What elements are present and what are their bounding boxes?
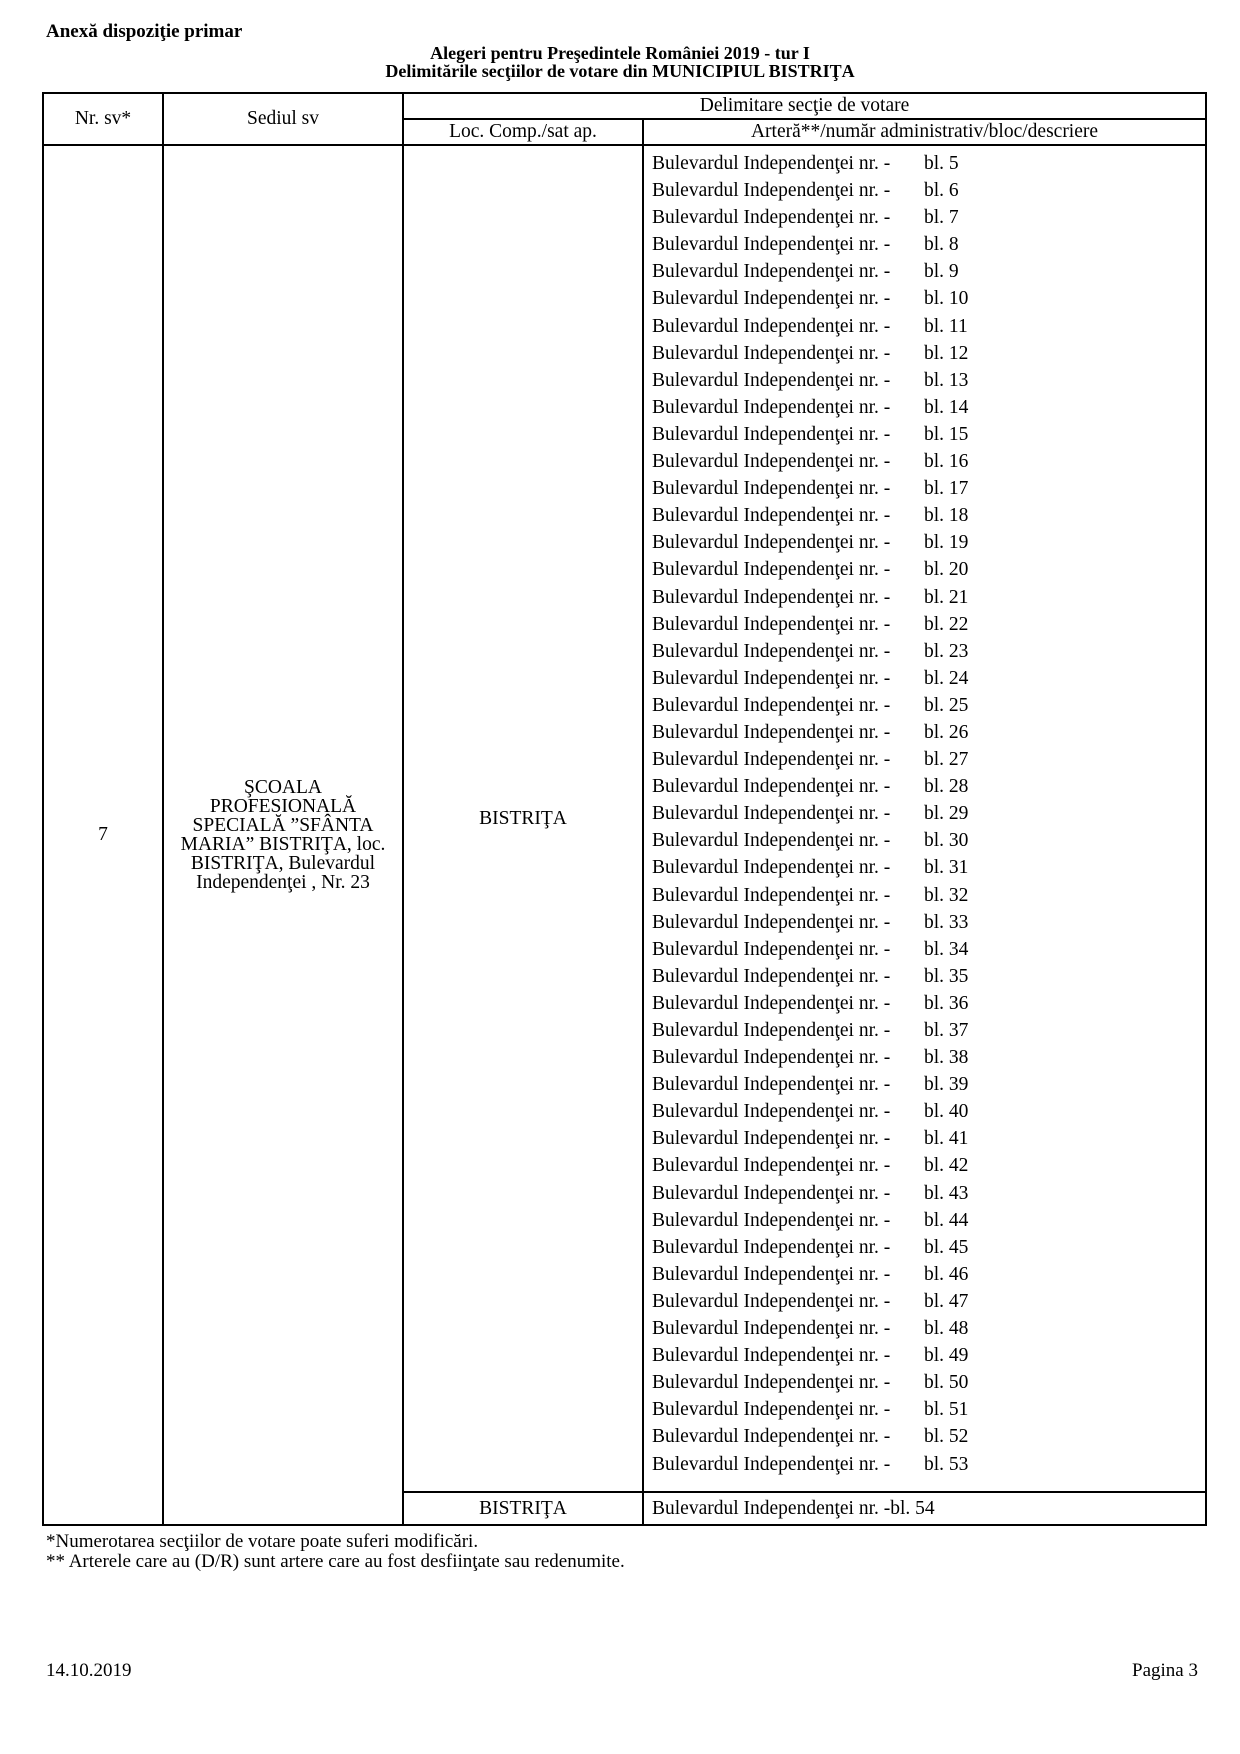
block-number: bl. 42 — [924, 1155, 969, 1177]
street-name: Bulevardul Independenţei nr. - — [652, 478, 891, 500]
street-entry — [652, 1098, 1205, 1125]
block-number: bl. 52 — [924, 1426, 969, 1448]
block-number: bl. 8 — [924, 234, 959, 256]
street-entry — [652, 475, 1205, 502]
street-name: Bulevardul Independenţei nr. - — [652, 694, 891, 716]
block-number: bl. 16 — [924, 451, 969, 473]
block-number: bl. 17 — [924, 478, 969, 500]
street-name: Bulevardul Independenţei nr. - — [652, 803, 891, 825]
street-name: Bulevardul Independenţei nr. - — [652, 884, 891, 906]
street-entry — [652, 1017, 1205, 1044]
block-number: bl. 38 — [924, 1047, 969, 1069]
block-number: bl. 25 — [924, 694, 969, 716]
block-number: bl. 45 — [924, 1236, 969, 1258]
street-name: Bulevardul Independenţei nr. - — [652, 288, 891, 310]
street-name: Bulevardul Independenţei nr. - — [652, 1372, 891, 1394]
block-number: bl. 24 — [924, 667, 969, 689]
street-list — [643, 145, 1206, 1492]
street-entry — [652, 204, 1205, 231]
street-name: Bulevardul Independenţei nr. - — [652, 315, 891, 337]
street-name: Bulevardul Independenţei nr. - — [652, 1155, 891, 1177]
block-number: bl. 7 — [924, 207, 959, 229]
street-name: Bulevardul Independenţei nr. - — [652, 992, 891, 1014]
block-number: bl. 39 — [924, 1074, 969, 1096]
block-number: bl. 46 — [924, 1263, 969, 1285]
document-title: Alegeri pentru Preşedintele României 2019 - tur I — [430, 43, 810, 63]
block-number: bl. 36 — [924, 992, 969, 1014]
street-entry — [652, 1207, 1205, 1234]
header-artera: Arteră**/număr administrativ/bloc/descriere — [643, 119, 1206, 145]
street-name: Bulevardul Independenţei nr. - — [652, 342, 891, 364]
block-number: bl. 47 — [924, 1290, 969, 1312]
street-entry — [652, 773, 1205, 800]
block-number: bl. 5 — [924, 153, 959, 174]
street-entry — [652, 719, 1205, 746]
street-entry — [652, 854, 1205, 881]
street-name: Bulevardul Independenţei nr. - — [652, 1101, 891, 1123]
street-entry — [652, 963, 1205, 990]
block-number: bl. 13 — [924, 369, 969, 391]
footer-page-number: Pagina 3 — [1132, 1660, 1198, 1681]
block-number: bl. 32 — [924, 884, 969, 906]
street-name: Bulevardul Independenţei nr. - — [652, 180, 891, 202]
block-number: bl. 33 — [924, 911, 969, 933]
street-entry — [652, 1288, 1205, 1315]
street-entry — [652, 1315, 1205, 1342]
street-entry — [652, 909, 1205, 936]
street-name: Bulevardul Independenţei nr. - — [652, 1497, 891, 1519]
street-entry — [652, 827, 1205, 854]
street-entry — [652, 285, 1205, 312]
header-nr-sv: Nr. sv* — [43, 93, 163, 145]
street-entry — [652, 340, 1205, 367]
block-number: bl. 20 — [924, 559, 969, 581]
footnote-numbering: *Numerotarea secţiilor de votare poate suferi modificări. — [46, 1531, 479, 1552]
street-entry — [652, 746, 1205, 773]
street-name: Bulevardul Independenţei nr. - — [652, 369, 891, 391]
block-number: bl. 11 — [924, 315, 968, 337]
street-name: Bulevardul Independenţei nr. - — [652, 749, 891, 771]
street-entry — [652, 1180, 1205, 1207]
street-name: Bulevardul Independenţei nr. - — [652, 396, 891, 418]
street-name: Bulevardul Independenţei nr. - — [652, 721, 891, 743]
block-number: bl. 22 — [924, 613, 969, 635]
street-name: Bulevardul Independenţei nr. - — [652, 451, 891, 473]
street-name: Bulevardul Independenţei nr. - — [652, 207, 891, 229]
table-row — [43, 145, 1206, 1492]
block-number: bl. 26 — [924, 721, 969, 743]
annex-label: Anexă dispoziţie primar — [46, 21, 243, 42]
block-number: bl. 30 — [924, 830, 969, 852]
street-entry — [652, 258, 1205, 285]
block-number: bl. 37 — [924, 1020, 969, 1041]
block-number: bl. 19 — [924, 532, 969, 554]
street-name: Bulevardul Independenţei nr. - — [652, 1074, 891, 1096]
street-entry — [652, 692, 1205, 719]
header-sediu-sv: Sediul sv — [163, 93, 403, 145]
street-name: Bulevardul Independenţei nr. - — [652, 830, 891, 852]
block-number: bl. 18 — [924, 505, 969, 527]
street-entry — [652, 800, 1205, 827]
block-number: bl. 44 — [924, 1209, 969, 1231]
street-entry — [652, 665, 1205, 692]
footer-date: 14.10.2019 — [46, 1660, 132, 1681]
footnote-arteries: ** Arterele care au (D/R) sunt artere care au fost desfiinţate sau redenumite. — [46, 1551, 625, 1572]
street-entry — [652, 177, 1205, 204]
street-entry — [652, 1423, 1205, 1450]
block-number: bl. 51 — [924, 1399, 969, 1421]
street-name: Bulevardul Independenţei nr. - — [652, 1426, 891, 1448]
block-number: bl. 28 — [924, 776, 969, 798]
street-entry — [652, 584, 1205, 611]
street-entry — [652, 882, 1205, 909]
street-entry — [652, 367, 1205, 394]
block-number: bl. 41 — [924, 1128, 969, 1150]
street-entry — [652, 638, 1205, 665]
street-name: Bulevardul Independenţei nr. - — [652, 423, 891, 445]
street-entry — [652, 1342, 1205, 1369]
street-entry — [652, 611, 1205, 638]
block-number: bl. 53 — [924, 1453, 969, 1475]
street-name: Bulevardul Independenţei nr. - — [652, 1182, 891, 1204]
block-number: bl. 54 — [890, 1497, 935, 1519]
street-entry — [652, 1044, 1205, 1071]
block-number: bl. 40 — [924, 1101, 969, 1123]
street-entry — [652, 394, 1205, 421]
street-entry — [652, 556, 1205, 583]
header-locality: Loc. Comp./sat ap. — [403, 119, 643, 145]
street-name: Bulevardul Independenţei nr. - — [652, 776, 891, 798]
street-name: Bulevardul Independenţei nr. - — [652, 1209, 891, 1231]
street-entry — [652, 936, 1205, 963]
street-name: Bulevardul Independenţei nr. - — [652, 938, 891, 960]
block-number: bl. 15 — [924, 423, 969, 445]
street-entry — [652, 1451, 1205, 1478]
section-locality: BISTRIŢA — [403, 145, 643, 1492]
street-name: Bulevardul Independenţei nr. - — [652, 559, 891, 581]
street-name: Bulevardul Independenţei nr. - — [652, 965, 891, 987]
street-name: Bulevardul Independenţei nr. - — [652, 586, 891, 608]
street-name: Bulevardul Independenţei nr. - — [652, 1263, 891, 1285]
street-name: Bulevardul Independenţei nr. - — [652, 1399, 891, 1421]
street-name: Bulevardul Independenţei nr. - — [652, 613, 891, 635]
street-name: Bulevardul Independenţei nr. - — [652, 153, 891, 174]
street-entry — [652, 1369, 1205, 1396]
street-entry — [652, 1125, 1205, 1152]
street-name: Bulevardul Independenţei nr. - — [652, 1047, 891, 1069]
street-entry-last — [643, 1492, 1206, 1525]
street-name: Bulevardul Independenţei nr. - — [652, 911, 891, 933]
street-name: Bulevardul Independenţei nr. - — [652, 532, 891, 554]
header-delimitare: Delimitare secţie de votare — [403, 93, 1206, 119]
street-entry — [652, 502, 1205, 529]
street-entry — [652, 231, 1205, 258]
document-subtitle: Delimitările secţiilor de votare din MUNICIPIUL BISTRIŢA — [385, 61, 855, 81]
block-number: bl. 23 — [924, 640, 969, 662]
block-number: bl. 31 — [924, 857, 969, 879]
street-entry — [652, 529, 1205, 556]
street-entry — [652, 1152, 1205, 1179]
block-number: bl. 27 — [924, 749, 969, 771]
block-number: bl. 35 — [924, 965, 969, 987]
section-number: 7 — [43, 145, 163, 1525]
block-number: bl. 49 — [924, 1345, 969, 1367]
block-number: bl. 9 — [924, 261, 959, 283]
block-number: bl. 12 — [924, 342, 969, 364]
street-name: Bulevardul Independenţei nr. - — [652, 857, 891, 879]
street-entry — [652, 990, 1205, 1017]
block-number: bl. 50 — [924, 1372, 969, 1394]
block-number: bl. 14 — [924, 396, 969, 418]
block-number: bl. 10 — [924, 288, 969, 310]
section-locality-last: BISTRIŢA — [403, 1492, 643, 1525]
street-name: Bulevardul Independenţei nr. - — [652, 1453, 891, 1475]
block-number: bl. 43 — [924, 1182, 969, 1204]
street-entry — [652, 313, 1205, 340]
block-number: bl. 48 — [924, 1318, 969, 1340]
street-name: Bulevardul Independenţei nr. - — [652, 505, 891, 527]
street-name: Bulevardul Independenţei nr. - — [652, 1236, 891, 1258]
block-number: bl. 6 — [924, 180, 959, 202]
street-entry — [652, 1234, 1205, 1261]
street-name: Bulevardul Independenţei nr. - — [652, 640, 891, 662]
block-number: bl. 21 — [924, 586, 969, 608]
street-entry — [652, 448, 1205, 475]
street-name: Bulevardul Independenţei nr. - — [652, 261, 891, 283]
street-entry — [652, 1396, 1205, 1423]
block-number: bl. 34 — [924, 938, 969, 960]
street-name: Bulevardul Independenţei nr. - — [652, 1345, 891, 1367]
street-name: Bulevardul Independenţei nr. - — [652, 1128, 891, 1150]
street-name: Bulevardul Independenţei nr. - — [652, 234, 891, 256]
header-row — [43, 93, 1206, 119]
street-entry — [652, 421, 1205, 448]
block-number: bl. 29 — [924, 803, 969, 825]
street-name: Bulevardul Independenţei nr. - — [652, 667, 891, 689]
section-seat: ŞCOALA PROFESIONALĂ SPECIALĂ ”SFÂNTA MARIA” BISTRIŢA, loc. BISTRIŢA, Bulevardul Independenţei , Nr. 23 — [163, 145, 403, 1525]
street-entry — [652, 1071, 1205, 1098]
street-entry — [652, 150, 1205, 177]
sections-table — [42, 92, 1207, 1526]
street-name: Bulevardul Independenţei nr. - — [652, 1020, 891, 1041]
street-name: Bulevardul Independenţei nr. - — [652, 1318, 891, 1340]
street-entry — [652, 1261, 1205, 1288]
street-name: Bulevardul Independenţei nr. - — [652, 1290, 891, 1312]
